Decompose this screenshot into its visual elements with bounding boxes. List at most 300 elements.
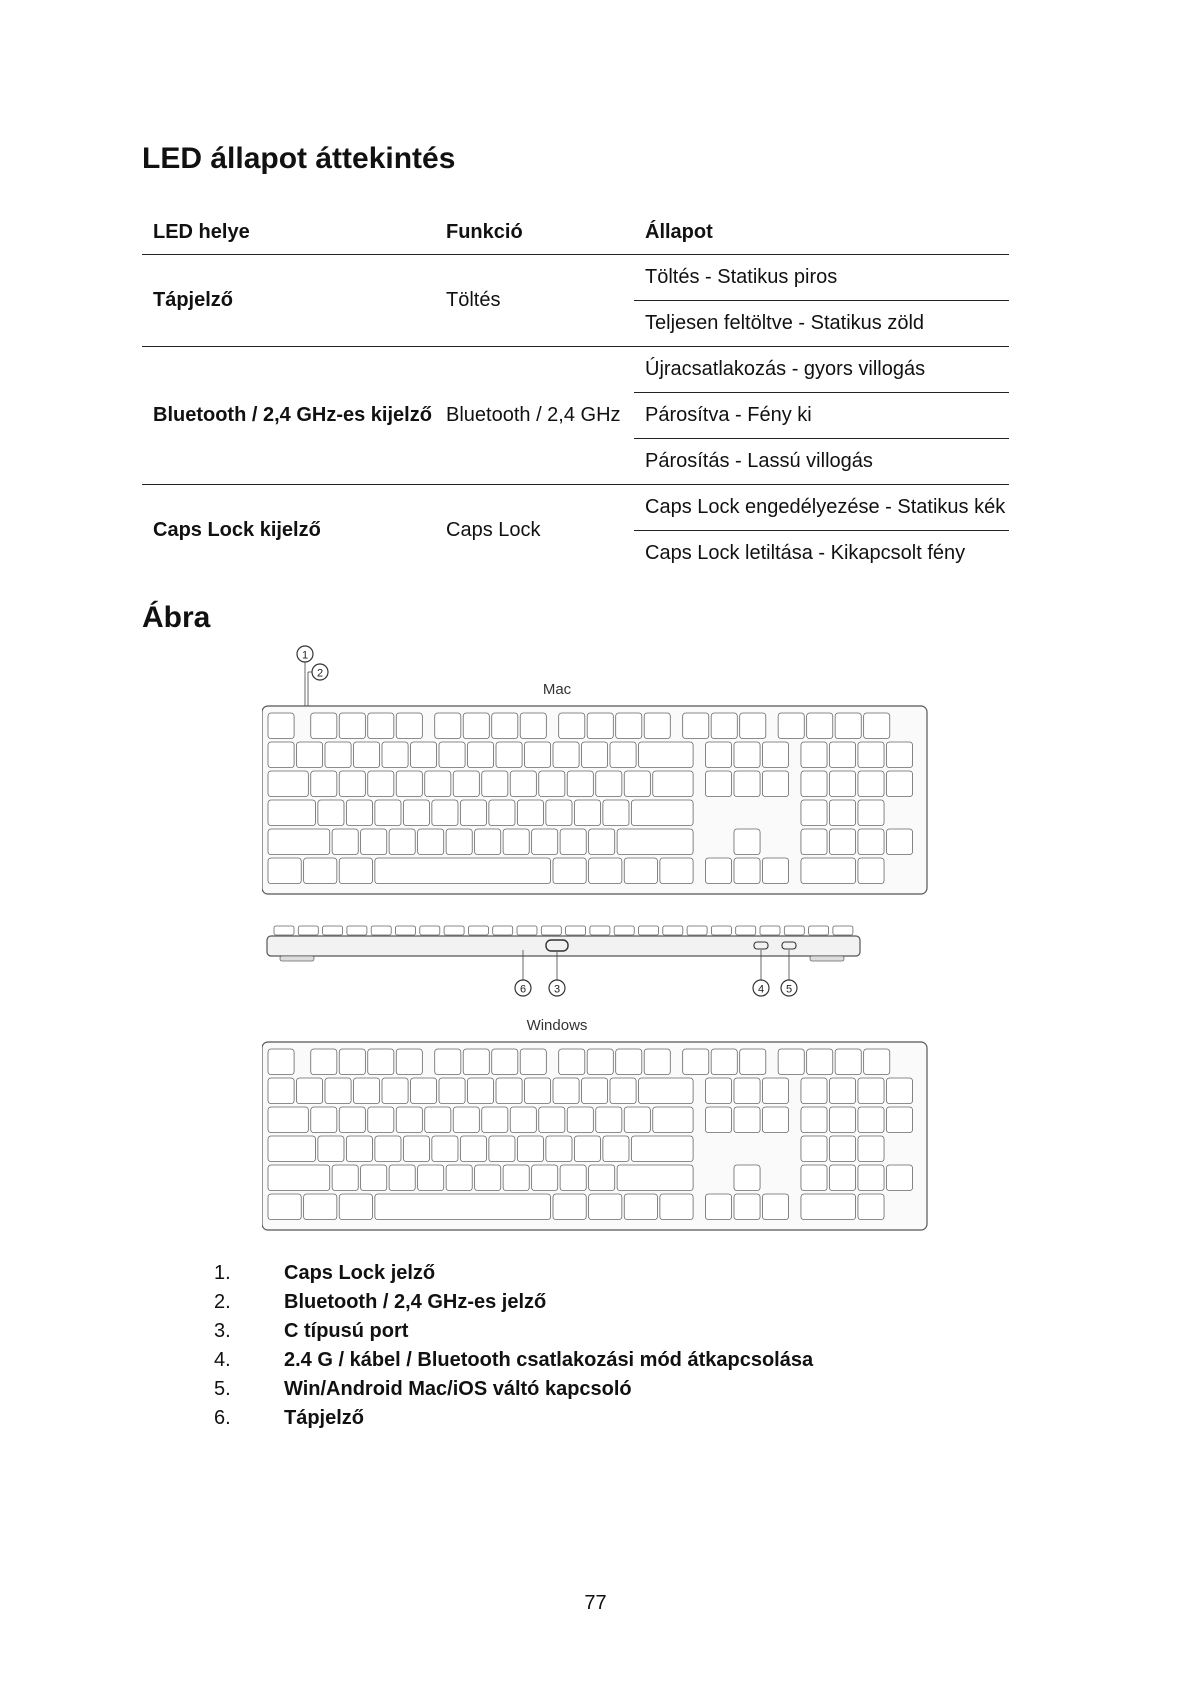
keycap	[639, 1078, 694, 1104]
keycap	[616, 713, 642, 739]
keycap	[339, 771, 365, 797]
keycap	[864, 1049, 890, 1075]
keycap	[567, 1107, 593, 1133]
keycap	[435, 713, 461, 739]
keycap	[833, 926, 853, 935]
keycap	[354, 1078, 380, 1104]
keycap	[268, 1194, 301, 1220]
callout-4-label: 4	[757, 983, 765, 996]
keycap	[503, 1165, 529, 1191]
callout-3	[549, 980, 565, 996]
keycap	[546, 1136, 572, 1162]
keycap	[886, 1107, 912, 1133]
legend-text: Win/Android Mac/iOS váltó kapcsoló	[284, 1378, 632, 1400]
keycap	[582, 742, 608, 768]
keycap	[347, 926, 367, 935]
keycap	[418, 829, 444, 855]
keycap	[829, 829, 855, 855]
keycap	[468, 1078, 494, 1104]
keycap	[496, 742, 522, 768]
keycap	[425, 1107, 451, 1133]
keycap	[539, 1107, 565, 1133]
keycap	[432, 1136, 458, 1162]
keycap	[653, 771, 693, 797]
keycap	[886, 771, 912, 797]
keycap	[375, 1136, 401, 1162]
keycap	[298, 926, 318, 935]
keycap	[375, 800, 401, 826]
status-cell: Párosítva - Fény ki	[634, 393, 1009, 439]
keycap	[532, 829, 558, 855]
keycap	[446, 829, 472, 855]
keycap	[624, 1107, 650, 1133]
keycap	[644, 1049, 670, 1075]
keycap	[762, 771, 788, 797]
header-location: LED helye	[142, 210, 435, 255]
table-row	[142, 347, 1009, 393]
keycap	[734, 1107, 760, 1133]
keycap	[801, 829, 827, 855]
keycap	[801, 1107, 827, 1133]
keycap	[304, 858, 337, 884]
keycap	[829, 742, 855, 768]
keycap	[589, 1194, 622, 1220]
keycap	[610, 742, 636, 768]
callout-5-label: 5	[785, 983, 793, 996]
function-cell: Bluetooth / 2,4 GHz	[435, 347, 634, 485]
keycap	[482, 771, 508, 797]
keycap	[639, 742, 694, 768]
legend-number: 6.	[214, 1407, 231, 1429]
keycap	[683, 1049, 709, 1075]
keycap	[864, 713, 890, 739]
keycap	[339, 1049, 365, 1075]
keycap	[734, 742, 760, 768]
keycap	[660, 1194, 693, 1220]
keycap	[858, 1107, 884, 1133]
keycap	[325, 742, 351, 768]
keycap	[268, 1107, 308, 1133]
keycap	[268, 771, 308, 797]
legend-number: 1.	[214, 1262, 231, 1284]
keycap	[541, 926, 561, 935]
keycap	[274, 926, 294, 935]
keycap	[553, 742, 579, 768]
status-cell: Újracsatlakozás - gyors villogás	[634, 347, 1009, 393]
list-item	[214, 1404, 813, 1433]
keycap	[560, 829, 586, 855]
keycap	[525, 1078, 551, 1104]
keycap	[705, 771, 731, 797]
mac-label: Mac	[542, 681, 572, 698]
keycap	[382, 742, 408, 768]
keycap	[268, 858, 301, 884]
location-cell: Bluetooth / 2,4 GHz-es kijelző	[142, 347, 435, 485]
keycap	[297, 1078, 323, 1104]
keycap	[886, 1165, 912, 1191]
keycap	[762, 1107, 788, 1133]
keycap	[268, 1165, 330, 1191]
keycap	[617, 1165, 693, 1191]
keycap	[705, 742, 731, 768]
legend-text: 2.4 G / kábel / Bluetooth csatlakozási mód átkapcsolása	[284, 1349, 814, 1371]
page-number: 77	[584, 1592, 607, 1614]
keycap	[396, 771, 422, 797]
keycap	[546, 800, 572, 826]
legend-number: 3.	[214, 1320, 231, 1342]
keycap	[268, 742, 294, 768]
keycap	[420, 926, 440, 935]
keycap	[734, 1078, 760, 1104]
section-title-led: LED állapot áttekintés	[142, 142, 456, 175]
keycap	[553, 858, 586, 884]
keycap	[801, 1194, 856, 1220]
status-cell: Párosítás - Lassú villogás	[634, 439, 1009, 485]
keycap	[559, 713, 585, 739]
location-cell: Tápjelző	[142, 255, 435, 347]
keycap	[311, 1107, 337, 1133]
keycap	[396, 713, 422, 739]
keycap	[705, 858, 731, 884]
keycap	[631, 1136, 693, 1162]
keycap	[858, 1194, 884, 1220]
keycap	[396, 1107, 422, 1133]
keycap	[624, 858, 657, 884]
keycap	[389, 1165, 415, 1191]
callout-5	[781, 980, 797, 996]
keycap	[311, 713, 337, 739]
keycap	[760, 926, 780, 935]
keycap	[489, 800, 515, 826]
keyboard-figure	[262, 640, 937, 1240]
callout-1-label: 1	[301, 649, 309, 662]
keycap	[325, 1078, 351, 1104]
keycap	[517, 800, 543, 826]
keycap	[268, 713, 294, 739]
table-row	[142, 485, 1009, 531]
keycap	[589, 858, 622, 884]
keycap	[617, 829, 693, 855]
keycap	[807, 1049, 833, 1075]
keycap	[396, 1049, 422, 1075]
keycap	[801, 1165, 827, 1191]
callout-6	[515, 980, 531, 996]
keycap	[304, 1194, 337, 1220]
keycap	[375, 1194, 551, 1220]
keycap	[734, 858, 760, 884]
keycap	[311, 771, 337, 797]
keycap	[801, 800, 827, 826]
keycap	[762, 742, 788, 768]
keycap	[475, 829, 501, 855]
keycap	[740, 1049, 766, 1075]
keycap	[858, 1078, 884, 1104]
header-status: Állapot	[634, 210, 1009, 255]
keycap	[496, 1078, 522, 1104]
keycap	[596, 1107, 622, 1133]
legend-text: C típusú port	[284, 1320, 409, 1342]
keycap	[411, 742, 437, 768]
mac-keyboard	[262, 706, 927, 894]
legend-number: 4.	[214, 1349, 231, 1371]
keycap	[268, 1078, 294, 1104]
side-keycaps	[274, 926, 853, 935]
keycap	[510, 1107, 536, 1133]
keycap	[432, 800, 458, 826]
keycap	[801, 771, 827, 797]
keycap	[653, 1107, 693, 1133]
keycap	[762, 1078, 788, 1104]
keycap	[361, 829, 387, 855]
keycap	[425, 771, 451, 797]
keycap	[574, 1136, 600, 1162]
keycap	[475, 1165, 501, 1191]
section-title-figure: Ábra	[142, 601, 211, 634]
keycap	[829, 1136, 855, 1162]
keycap	[663, 926, 683, 935]
keycap	[829, 1165, 855, 1191]
keycap	[268, 1049, 294, 1075]
windows-label: Windows	[526, 1017, 588, 1034]
keycap	[807, 713, 833, 739]
keycap	[332, 1165, 358, 1191]
keycap	[489, 1136, 515, 1162]
keycap	[734, 1165, 760, 1191]
keycap	[778, 1049, 804, 1075]
keycap	[560, 1165, 586, 1191]
keycap	[339, 713, 365, 739]
keycap	[517, 1136, 543, 1162]
keycap	[346, 800, 372, 826]
keycap	[886, 742, 912, 768]
keycap	[734, 1194, 760, 1220]
keycap	[762, 1194, 788, 1220]
keycap	[371, 926, 391, 935]
keycap	[553, 1078, 579, 1104]
keycap	[835, 713, 861, 739]
list-item	[214, 1346, 813, 1375]
keycap	[736, 926, 756, 935]
legend-text: Caps Lock jelző	[284, 1262, 436, 1284]
keycap	[603, 800, 629, 826]
keycap	[734, 771, 760, 797]
keycap	[614, 926, 634, 935]
keycap	[346, 1136, 372, 1162]
callout-1	[297, 646, 313, 712]
keycap	[368, 1107, 394, 1133]
keycap	[444, 926, 464, 935]
keycap	[411, 1078, 437, 1104]
keycap	[418, 1165, 444, 1191]
keycap	[809, 926, 829, 935]
keycap	[660, 858, 693, 884]
keycap	[492, 713, 518, 739]
keycap	[311, 1049, 337, 1075]
windows-keyboard	[262, 1042, 927, 1230]
legend-text: Tápjelző	[284, 1407, 365, 1429]
keycap	[520, 1049, 546, 1075]
keycap	[801, 742, 827, 768]
keycap	[354, 742, 380, 768]
keycap	[711, 1049, 737, 1075]
keycap	[734, 829, 760, 855]
function-cell: Töltés	[435, 255, 634, 347]
keycap	[858, 800, 884, 826]
keycap	[740, 713, 766, 739]
keycap	[525, 742, 551, 768]
keycap	[453, 1107, 479, 1133]
keycap	[297, 742, 323, 768]
keycap	[683, 713, 709, 739]
keycap	[460, 800, 486, 826]
legend-number: 2.	[214, 1291, 231, 1313]
keycap	[332, 829, 358, 855]
keycap	[553, 1194, 586, 1220]
figure-legend	[214, 1259, 813, 1433]
keycap	[705, 1107, 731, 1133]
keycap	[858, 858, 884, 884]
keycap	[268, 800, 315, 826]
keycap	[323, 926, 343, 935]
keycap	[318, 800, 344, 826]
status-cell: Teljesen feltöltve - Statikus zöld	[634, 301, 1009, 347]
keycap	[610, 1078, 636, 1104]
keycap	[389, 829, 415, 855]
keycap	[705, 1078, 731, 1104]
keyboard-side-view	[267, 926, 860, 996]
keycap	[559, 1049, 585, 1075]
keycap	[631, 800, 693, 826]
keycap	[368, 1049, 394, 1075]
location-cell: Caps Lock kijelző	[153, 519, 321, 541]
keycap	[624, 771, 650, 797]
keycap	[460, 1136, 486, 1162]
keycap	[858, 742, 884, 768]
keycap	[589, 1165, 615, 1191]
keycap	[590, 926, 610, 935]
keycap	[339, 1107, 365, 1133]
keycap	[687, 926, 707, 935]
keycap	[587, 713, 613, 739]
keycap	[829, 771, 855, 797]
keycap	[520, 713, 546, 739]
status-cell: Caps Lock letiltása - Kikapcsolt fény	[645, 542, 966, 564]
keycap	[318, 1136, 344, 1162]
keycap	[566, 926, 586, 935]
keycap	[801, 1136, 827, 1162]
keycap	[503, 829, 529, 855]
keycap	[492, 1049, 518, 1075]
keycap	[468, 926, 488, 935]
keycap	[375, 858, 551, 884]
keycap	[644, 713, 670, 739]
keycap	[705, 1194, 731, 1220]
keycap	[711, 713, 737, 739]
keycap	[539, 771, 565, 797]
keycap	[711, 926, 731, 935]
keycap	[268, 829, 330, 855]
keycap	[396, 926, 416, 935]
header-function: Funkció	[435, 210, 634, 255]
list-item	[214, 1317, 813, 1346]
keycap	[762, 858, 788, 884]
keycap	[493, 926, 513, 935]
table-row	[142, 255, 1009, 301]
keycap	[587, 1049, 613, 1075]
keycap	[446, 1165, 472, 1191]
keycap	[361, 1165, 387, 1191]
callout-3-label: 3	[553, 983, 561, 996]
keycap	[829, 1107, 855, 1133]
keycap	[339, 858, 372, 884]
keycap	[574, 800, 600, 826]
keycap	[463, 1049, 489, 1075]
keycap	[382, 1078, 408, 1104]
led-status-table	[142, 210, 1009, 576]
keycap	[886, 1078, 912, 1104]
legend-number: 5.	[214, 1378, 231, 1400]
keycap	[829, 800, 855, 826]
keycap	[403, 800, 429, 826]
status-cell: Caps Lock engedélyezése - Statikus kék	[634, 485, 1009, 531]
keycap	[582, 1078, 608, 1104]
keycap	[268, 1136, 315, 1162]
table-header-row	[142, 210, 1009, 255]
callout-2-label: 2	[316, 667, 324, 680]
keycap	[463, 713, 489, 739]
keycap	[639, 926, 659, 935]
keycap	[439, 742, 465, 768]
keycap	[858, 1136, 884, 1162]
keycap	[858, 829, 884, 855]
function-cell: Caps Lock	[446, 519, 541, 541]
keycap	[567, 771, 593, 797]
list-item	[214, 1288, 813, 1317]
keycap	[603, 1136, 629, 1162]
keycap	[439, 1078, 465, 1104]
keycap	[596, 771, 622, 797]
keycap	[339, 1194, 372, 1220]
keycap	[829, 1078, 855, 1104]
legend-text: Bluetooth / 2,4 GHz-es jelző	[284, 1291, 547, 1313]
keycap	[403, 1136, 429, 1162]
keycap	[616, 1049, 642, 1075]
keycap	[784, 926, 804, 935]
keycap	[453, 771, 479, 797]
keycap	[886, 829, 912, 855]
list-item	[214, 1375, 813, 1404]
keycap	[801, 1078, 827, 1104]
keycap	[368, 771, 394, 797]
keycap	[532, 1165, 558, 1191]
keycap	[835, 1049, 861, 1075]
keycap	[778, 713, 804, 739]
keycap	[589, 829, 615, 855]
keycap	[368, 713, 394, 739]
callout-4	[753, 980, 769, 996]
keycap	[482, 1107, 508, 1133]
status-cell: Töltés - Statikus piros	[634, 255, 1009, 301]
keycap	[858, 771, 884, 797]
callout-6-label: 6	[519, 983, 527, 996]
keycap	[468, 742, 494, 768]
list-item	[214, 1259, 813, 1288]
keycap	[801, 858, 856, 884]
keycap	[858, 1165, 884, 1191]
keycap	[517, 926, 537, 935]
keycap	[435, 1049, 461, 1075]
keycap	[510, 771, 536, 797]
